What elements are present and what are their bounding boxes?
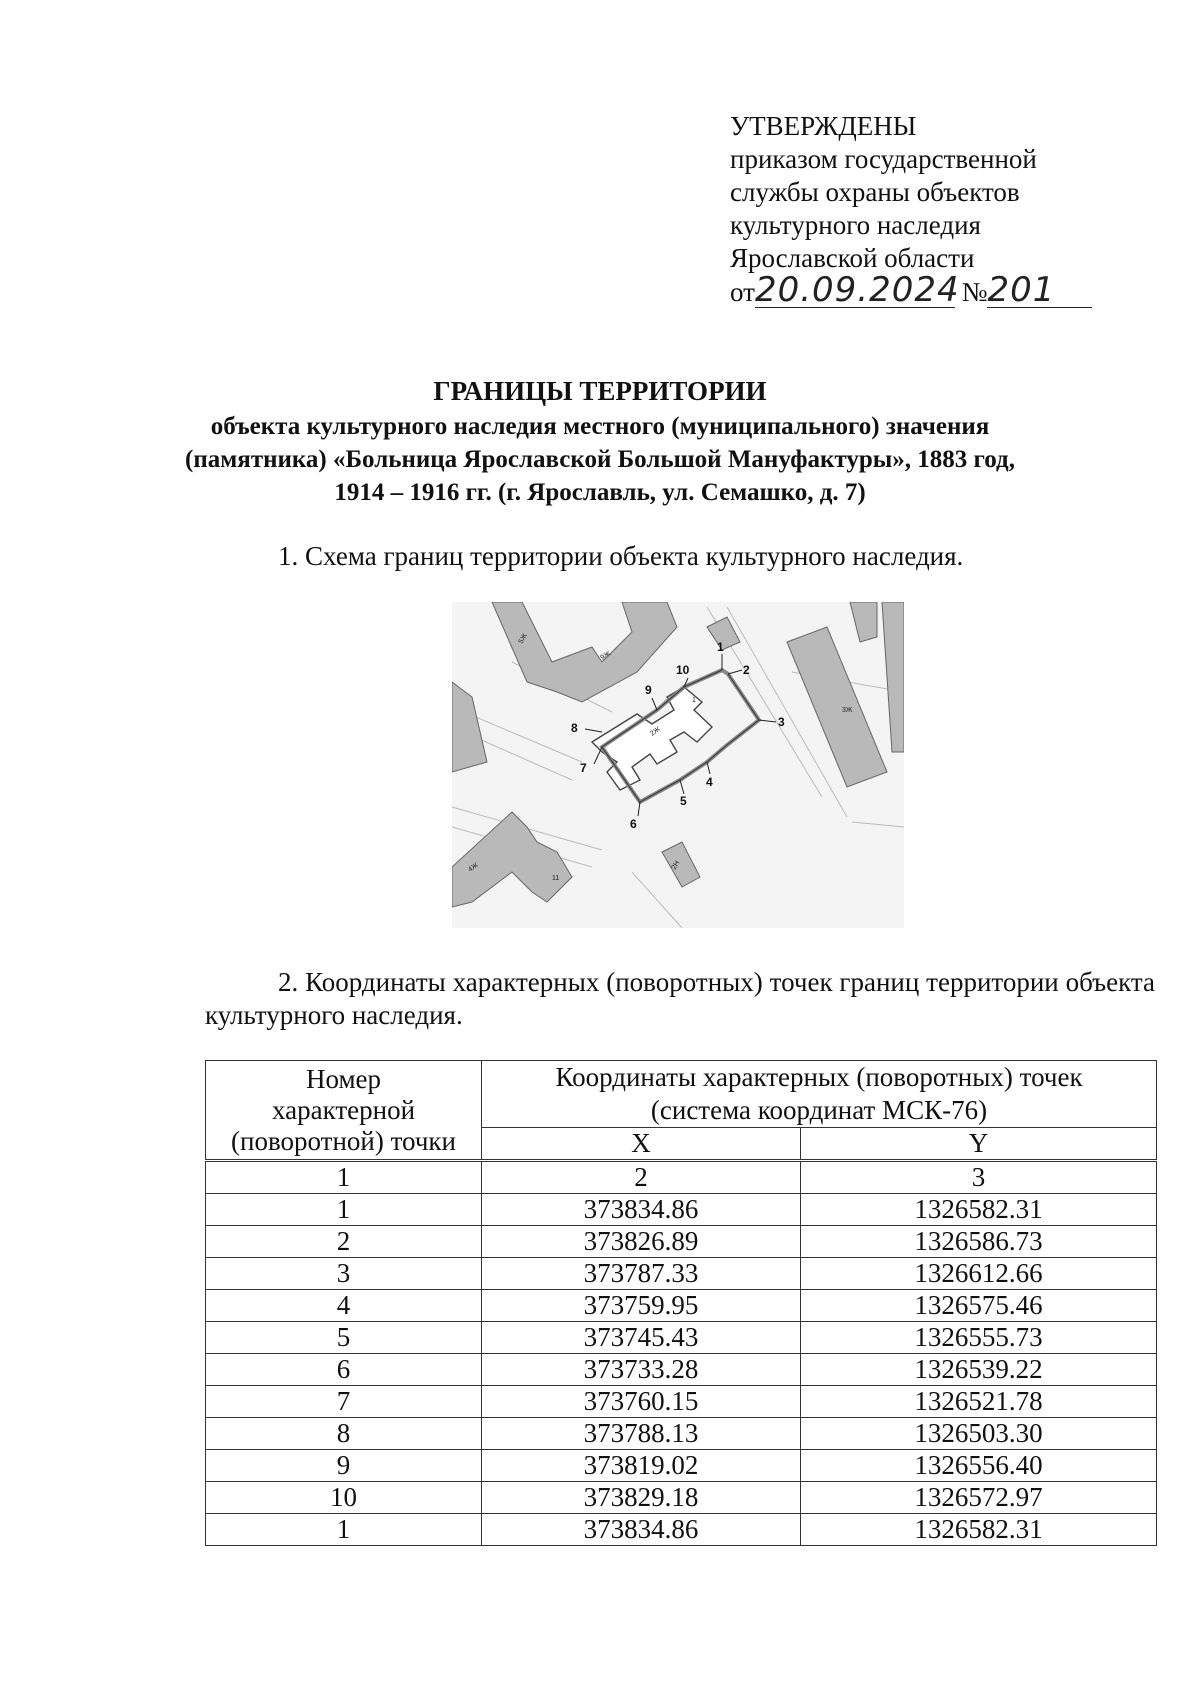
x-coordinate-cell: 373759.95 [482,1290,801,1322]
map-point-label: 3 [778,715,785,729]
map-point-label: 6 [630,817,637,831]
x-coordinate-cell: 373787.33 [482,1258,801,1290]
table-row [206,1226,1157,1258]
x-coordinate-cell: 373788.13 [482,1418,801,1450]
x-coordinate-cell: 373829.18 [482,1482,801,1514]
table-row [206,1386,1157,1418]
point-number-cell: 2 [206,1226,482,1258]
point-number-cell: 3 [206,1258,482,1290]
handwritten-date: 20.09.2024 [754,270,960,310]
x-coordinate-cell: 373834.86 [482,1514,801,1546]
point-number-cell: 1 [206,1194,482,1226]
building-label: 9Ж [599,650,612,662]
column-number-row: 1 2 3 [206,1161,1157,1194]
approval-line: Ярославской области [730,243,975,273]
point-number-cell: 5 [206,1322,482,1354]
document-title: ГРАНИЦЫ ТЕРРИТОРИИ [433,376,767,406]
handwritten-number: 201 [987,270,1056,310]
coordinates-table [205,1060,1157,1546]
y-coordinate-cell: 1326582.31 [800,1194,1156,1226]
map-point-label: 2 [743,663,750,677]
table-row [206,1322,1157,1354]
subtitle-line: (памятника) «Больница Ярославской Большой Мануфактуры», 1883 год, [185,446,1015,473]
y-coordinate-cell: 1326582.31 [800,1514,1156,1546]
table-row [206,1450,1157,1482]
approval-line: культурного наследия [730,210,981,240]
x-coordinate-cell: 373834.86 [482,1194,801,1226]
table-row [206,1258,1157,1290]
x-coordinate-cell: 373760.15 [482,1386,801,1418]
x-coordinate-cell: 373745.43 [482,1322,801,1354]
y-coordinate-cell: 1326521.78 [800,1386,1156,1418]
coordinates-header: Координаты характерных (поворотных) точек (система координат МСК-76) [482,1061,1157,1128]
building-label: 4Ж [467,861,480,874]
boundary-map [452,602,904,928]
x-header: X [482,1128,801,1161]
y-coordinate-cell: 1326503.30 [800,1418,1156,1450]
y-coordinate-cell: 1326586.73 [800,1226,1156,1258]
section-1-heading: 1. Схема границ территории объекта культурного наследия. [278,541,964,571]
point-number-cell: 7 [206,1386,482,1418]
map-point-label: 1 [717,640,724,654]
building-label: 1 [692,697,696,704]
y-coordinate-cell: 1326612.66 [800,1258,1156,1290]
x-coordinate-cell: 373819.02 [482,1450,801,1482]
point-number-cell: 10 [206,1482,482,1514]
date-prefix: от [730,277,755,307]
subtitle-line: 1914 – 1916 гг. (г. Ярославль, ул. Семашко, д. 7) [334,479,866,506]
x-coordinate-cell: 373826.89 [482,1226,801,1258]
map-point-label: 5 [680,794,687,808]
y-coordinate-cell: 1326575.46 [800,1290,1156,1322]
approval-block [730,110,1170,315]
approval-heading: УТВЕРЖДЕНЫ [730,111,917,141]
map-point-label: 7 [580,761,587,775]
table-header-row [206,1061,1157,1128]
section-2-heading: 2. Координаты характерных (поворотных) точек границ территории объекта культурного наследия. [205,967,1155,1030]
document-subtitle [0,410,1200,509]
approval-line: службы охраны объектов [730,177,1020,207]
map-point-label: 8 [571,721,578,735]
map-point-label: 4 [706,775,713,789]
table-row [206,1354,1157,1386]
point-number-cell: 6 [206,1354,482,1386]
y-coordinate-cell: 1326572.97 [800,1482,1156,1514]
y-coordinate-cell: 1326539.22 [800,1354,1156,1386]
table-row [206,1290,1157,1322]
point-number-cell: 4 [206,1290,482,1322]
table-row [206,1194,1157,1226]
building-label: 3Ж [842,707,853,714]
point-number-cell: 8 [206,1418,482,1450]
table-row [206,1482,1157,1514]
building-label: 5Ж [517,632,529,645]
building-label: 11 [552,875,560,882]
table-row [206,1514,1157,1546]
map-point-label: 10 [676,663,690,677]
point-number-cell: 1 [206,1514,482,1546]
table-row [206,1418,1157,1450]
y-coordinate-cell: 1326556.40 [800,1450,1156,1482]
number-prefix: № [961,277,988,307]
building-label: 2Ж [649,725,662,738]
x-coordinate-cell: 373733.28 [482,1354,801,1386]
point-number-header: Номер характерной (поворотной) точки [206,1061,482,1161]
approval-line: приказом государственной [730,144,1037,174]
y-coordinate-cell: 1326555.73 [800,1322,1156,1354]
y-header: Y [800,1128,1156,1161]
approval-date-line [730,270,1170,315]
map-point-label: 9 [645,683,652,697]
point-number-cell: 9 [206,1450,482,1482]
subtitle-line: объекта культурного наследия местного (муниципального) значения [210,413,990,440]
building-label: 2Н [670,859,682,871]
